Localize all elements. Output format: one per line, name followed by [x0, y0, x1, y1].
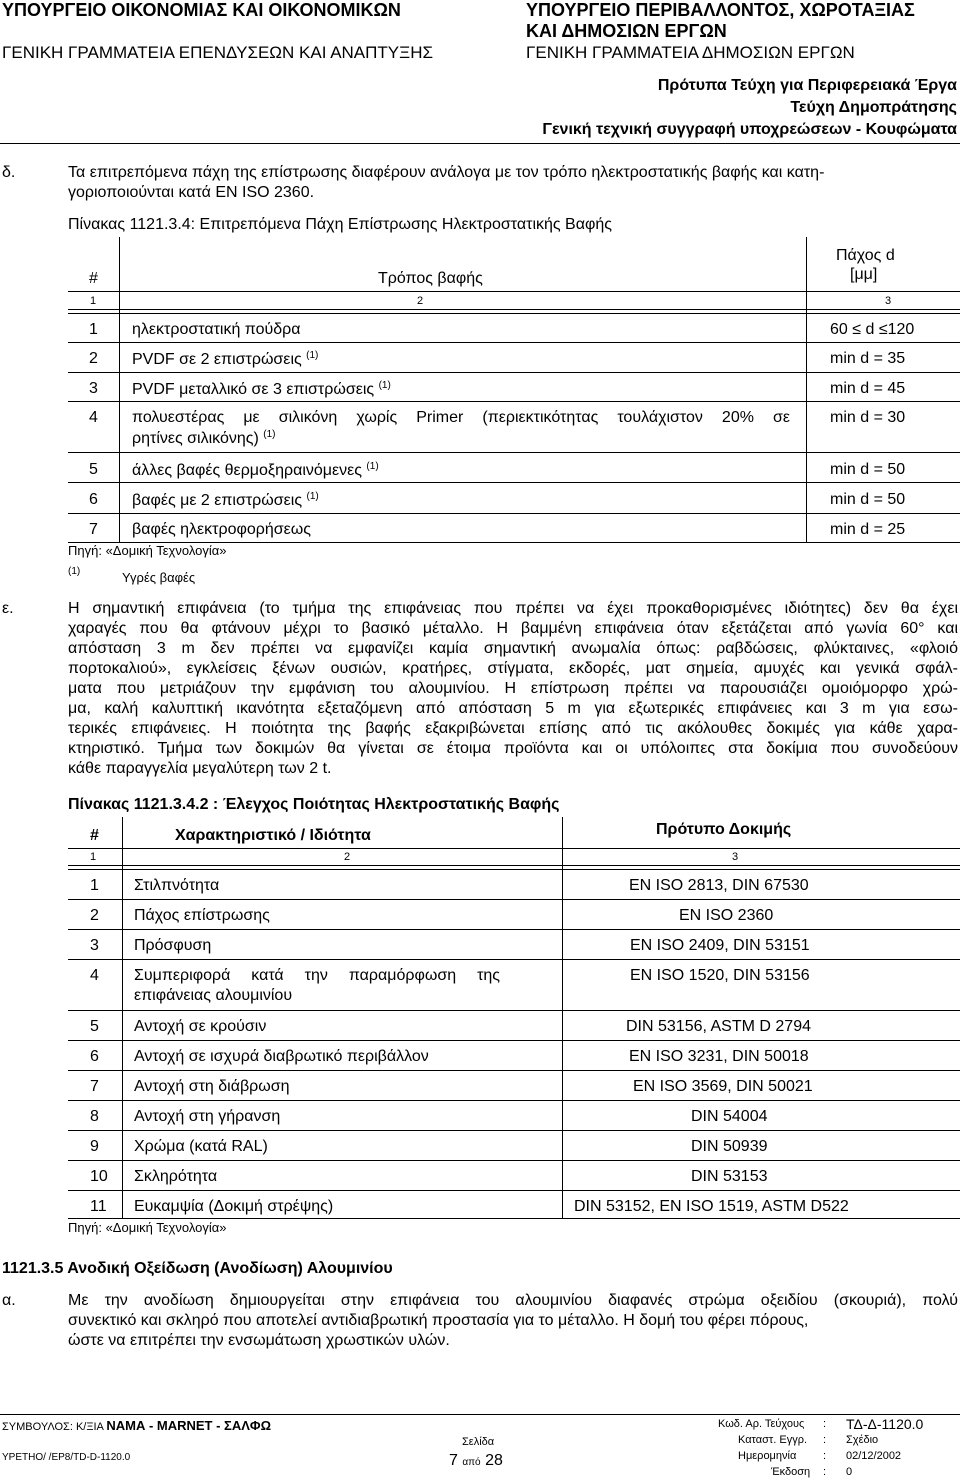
table2-colnum-3: 3 [732, 851, 739, 863]
table2-row3-num: 3 [90, 937, 99, 954]
table1-header-method: Τρόπος βαφής [378, 270, 483, 287]
ministry-left-subtitle: ΓΕΝΙΚΗ ΓΡΑΜΜΑΤΕΙΑ ΕΠΕΝΔΥΣΕΩΝ ΚΑΙ ΑΝΑΠΤΥΞΗΣ [2, 43, 433, 62]
ministry-right-subtitle: ΓΕΝΙΚΗ ΓΡΑΜΜΑΤΕΙΑ ΔΗΜΟΣΙΩΝ ΕΡΓΩΝ [526, 43, 855, 62]
table2-row4-property: Συμπεριφορά κατά την παραμόρφωση της [134, 967, 500, 984]
footnote-ref: (1) [263, 429, 276, 440]
footer-file-code: ΥΡΕΤΗΟ/ /ΕΡ8/ΤD-D-1120.0 [2, 1452, 131, 1463]
para-e-line-6: μα, καλή καλυπτική ικανότητα εξεταζόμενη από απόσταση 5 m για εξωτερικές επιφάνειες και 3 m για εσω- [68, 700, 958, 717]
table2-header-standard: Πρότυπο Δοκιμής [656, 821, 792, 838]
footer-advisor: ΣΥΜΒΟΥΛΟΣ: Κ/ΞΙΑ ΝΑΜΑ - ΜΑRΝΕΤ - ΣΑΛΦΩ [2, 1418, 272, 1433]
table2-row1-property: Στιλπνότητα [134, 877, 220, 894]
table2-row11-standard: DIN 53152, EN ISO 1519, ASTM D522 [574, 1198, 849, 1215]
table1-row7-method: βαφές ηλεκτροφορήσεως [132, 521, 311, 538]
table2-row2-num: 2 [90, 907, 99, 924]
table2-row3-property: Πρόσφυση [134, 937, 212, 954]
table2-row6-num: 6 [90, 1048, 99, 1065]
footer-page-label: Σελίδα [462, 1436, 495, 1448]
table1-row5-num: 5 [89, 461, 98, 478]
table2-row6-standard: EN ISO 3231, DIN 50018 [629, 1048, 809, 1065]
para-e-line-7: τερικές επιφάνειες. Η ποιότητα της βαφής εξακριβώνεται επίσης από τις ακόλουθες δοκιμές για κάθε χαρα- [68, 720, 958, 737]
table2-row1-num: 1 [90, 877, 99, 894]
table1-row6-thickness: min d = 50 [830, 491, 906, 508]
table2-header-num: # [90, 827, 99, 844]
footer-label-date: Ημερομηνία [738, 1450, 797, 1462]
table1 [68, 237, 960, 545]
table1-header-num: # [89, 270, 98, 287]
para-e-line-5: ματα που μετριάζουν την εμφάνιση του αλουμινίου. Η επίστρωση πρέπει να παρουσιάζει ομοιόμορφο χρώ- [68, 680, 958, 697]
footer-label-status: Καταστ. Εγγρ. [738, 1434, 808, 1446]
footer-value-status: Σχέδιο [846, 1434, 879, 1446]
table2-row5-property: Αντοχή σε κρούσιν [134, 1018, 267, 1035]
table1-header-unit: [μμ] [850, 266, 878, 283]
footer-sep-2: : [823, 1434, 827, 1446]
para-d-line-1: Τα επιτρεπόμενα πάχη της επίστρωσης διαφέρουν ανάλογα με τον τρόπο ηλεκτροστατικής βαφής και κατη- [68, 164, 825, 181]
table2-colnum-2: 2 [344, 851, 351, 863]
footer-sep-1: : [823, 1418, 827, 1430]
table1-footnote-text: Υγρές βαφές [122, 570, 196, 585]
footer-page-number: 7 από 28 [449, 1452, 503, 1469]
header-rule [0, 143, 960, 144]
table1-row7-num: 7 [89, 521, 98, 538]
footer-sep-4: : [823, 1466, 827, 1478]
table2-row4-num: 4 [90, 967, 99, 984]
table2-row11-num: 11 [90, 1198, 107, 1215]
table1-row2-thickness: min d = 35 [830, 350, 906, 367]
table1-row1-method: ηλεκτροστατική πούδρα [132, 321, 301, 338]
table2-row9-standard: DIN 50939 [691, 1138, 768, 1155]
table2-row7-property: Αντοχή στη διάβρωση [134, 1078, 290, 1095]
table1-source: Πηγή: «Δομική Τεχνολογία» [68, 543, 227, 558]
series-volume: Τεύχη Δημοπράτησης [790, 99, 957, 116]
para-e-line-2: χαραγές που θα φτάνουν μέχρι το βασικό μέταλλο. Η βαμμένη επιφάνεια όταν εξετάζεται από γωνία 60° και [68, 620, 958, 637]
table1-row1-thickness: 60 ≤ d ≤120 [830, 321, 915, 338]
table2-row2-standard: EN ISO 2360 [679, 907, 774, 924]
table1-row6-num: 6 [89, 491, 98, 508]
table2-row9-property: Χρώμα (κατά RAL) [134, 1138, 268, 1155]
footer-rule [0, 1414, 960, 1415]
series-title: Πρότυπα Τεύχη για Περιφερειακά Έργα [657, 77, 957, 94]
table1-row4-method: πολυεστέρας με σιλικόνη χωρίς Primer (περιεκτικότητας τουλάχιστον 20% σε [132, 409, 790, 426]
footer-value-date: 02/12/2002 [846, 1450, 902, 1462]
table1-colnum-3: 3 [885, 295, 892, 307]
table1-footnote-mark: (1) [68, 566, 81, 577]
table2-source: Πηγή: «Δομική Τεχνολογία» [68, 1220, 227, 1235]
section-heading: 1121.3.5 Ανοδική Οξείδωση (Ανοδίωση) Αλουμινίου [2, 1260, 393, 1277]
table2-row7-standard: EN ISO 3569, DIN 50021 [633, 1078, 813, 1095]
table1-row3-num: 3 [89, 380, 98, 397]
table2-row1-standard: EN ISO 2813, DIN 67530 [629, 877, 809, 894]
table1-row3-thickness: min d = 45 [830, 380, 906, 397]
footnote-ref: (1) [306, 491, 319, 502]
table2-row8-property: Αντοχή στη γήρανση [134, 1108, 281, 1125]
footer-value-code: ΤΔ-Δ-1120.0 [846, 1416, 924, 1432]
table1-header-thickness: Πάχος d [836, 247, 895, 264]
table2-row7-num: 7 [90, 1078, 99, 1095]
table2 [68, 817, 960, 1219]
table1-caption: Πίνακας 1121.3.4: Επιτρεπόμενα Πάχη Επίστρωσης Ηλεκτροστατικής Βαφής [68, 216, 612, 233]
table2-row5-num: 5 [90, 1018, 99, 1035]
table1-row6-method: βαφές με 2 επιστρώσεις $^{(1)}$ [132, 491, 319, 509]
section-line-2: συνεκτικό και σκληρό που αποτελεί αντιδιαβρωτική προστασία για το μέταλλο. Η δομή του φέρει πόρους, [68, 1312, 809, 1329]
footnote-ref: (1) [306, 350, 319, 361]
footer-label-code: Κωδ. Αρ. Τεύχους [718, 1418, 805, 1430]
table1-colnum-1: 1 [90, 295, 97, 307]
table2-row10-num: 10 [90, 1168, 108, 1185]
table2-row6-property: Αντοχή σε ισχυρά διαβρωτικό περιβάλλον [134, 1048, 429, 1065]
table2-row2-property: Πάχος επίστρωσης [134, 907, 270, 924]
table1-colnum-2: 2 [417, 295, 424, 307]
footer-label-edition: Έκδοση [771, 1466, 811, 1478]
series-subject: Γενική τεχνική συγγραφή υποχρεώσεων - Κουφώματα [542, 121, 957, 138]
table2-row11-property: Ευκαμψία (Δοκιμή στρέψης) [134, 1198, 334, 1215]
table1-row4-method-cont: ρητίνες σιλικόνης) $^{(1)}$ [132, 429, 276, 447]
table2-row10-standard: DIN 53153 [691, 1168, 768, 1185]
table1-row1-num: 1 [89, 321, 98, 338]
table2-row4-property-cont: επιφάνειας αλουμινίου [134, 987, 293, 1004]
table2-colnum-1: 1 [90, 851, 97, 863]
table1-row7-thickness: min d = 25 [830, 521, 906, 538]
table2-row9-num: 9 [90, 1138, 99, 1155]
ministry-left-title: ΥΠΟΥΡΓΕΙΟ ΟΙΚΟΝΟΜΙΑΣ ΚΑΙ ΟΙΚΟΝΟΜΙΚΩΝ [2, 0, 401, 20]
table2-row5-standard: DIN 53156, ASTM D 2794 [626, 1018, 811, 1035]
para-e-line-8: κτηριστικό. Τμήμα των δοκιμών θα γίνεται σε έτοιμα προϊόντα και οι υπόλοιπες στα δοκίμια που συνοδεύουν [68, 740, 958, 757]
table2-row8-standard: DIN 54004 [691, 1108, 768, 1125]
table1-row3-method: PVDF μεταλλικό σε 3 επιστρώσεις $^{(1)}$ [132, 380, 391, 398]
table2-row8-num: 8 [90, 1108, 99, 1125]
table1-row4-num: 4 [89, 409, 98, 426]
table1-row2-method: PVDF σε 2 επιστρώσεις $^{(1)}$ [132, 350, 319, 368]
para-e-line-3: απόσταση 3 m δεν πρέπει να εμφανίζει καμία σημαντική ανωμαλία όπως: ραβδώσεις, φλύκταινες, «φλοιό [68, 640, 958, 657]
ministry-right-title-2: ΚΑΙ ΔΗΜΟΣΙΩΝ ΕΡΓΩΝ [526, 21, 727, 41]
para-d-line-2: γοριοποιούνται κατά EN ISO 2360. [68, 184, 315, 201]
table2-caption: Πίνακας 1121.3.4.2 : Έλεγχος Ποιότητας Ηλεκτροστατικής Βαφής [68, 796, 560, 813]
table1-row2-num: 2 [89, 350, 98, 367]
section-line-1: Με την ανοδίωση δημιουργείται στην επιφάνεια του αλουμινίου διαφανές στρώμα οξειδίου (σκουριά), πολύ [68, 1292, 958, 1309]
table2-row3-standard: EN ISO 2409, DIN 53151 [630, 937, 810, 954]
footer-value-edition: 0 [846, 1466, 853, 1478]
footnote-ref: (1) [378, 380, 391, 391]
footer-sep-3: : [823, 1450, 827, 1462]
table2-header-property: Χαρακτηριστικό / Ιδιότητα [175, 827, 371, 844]
section-para-marker: α. [2, 1292, 16, 1309]
ministry-right-title-1: ΥΠΟΥΡΓΕΙΟ ΠΕΡΙΒΑΛΛΟΝΤΟΣ, ΧΩΡΟΤΑΞΙΑΣ [526, 0, 915, 20]
para-e-line-1: Η σημαντική επιφάνεια (το τμήμα της επιφάνειας που πρέπει να έχει προκαθορισμένες ιδιότητες) δεν θα έχει [68, 600, 958, 617]
section-line-3: ώστε να επιτρέπει την ενσωμάτωση χρωστικών υλών. [68, 1332, 450, 1349]
table1-row5-method: άλλες βαφές θερμοξηραινόμενες $^{(1)}$ [132, 461, 379, 479]
table1-row4-thickness: min d = 30 [830, 409, 906, 426]
para-d-marker: δ. [2, 164, 16, 181]
para-e-marker: ε. [2, 600, 14, 617]
table2-row4-standard: EN ISO 1520, DIN 53156 [630, 967, 810, 984]
footnote-ref: (1) [366, 461, 379, 472]
para-e-line-9: κάθε παραγγελία μεγαλύτερη των 2 t. [68, 760, 332, 777]
para-e-line-4: πορτοκαλιού», εγκλείσεις ξένων ουσιών, κρατήρες, στίγματα, εκδορές, ματ σημεία, αμυχές και γενικά σφάλ- [68, 660, 958, 677]
table2-row10-property: Σκληρότητα [134, 1168, 218, 1185]
table1-row5-thickness: min d = 50 [830, 461, 906, 478]
